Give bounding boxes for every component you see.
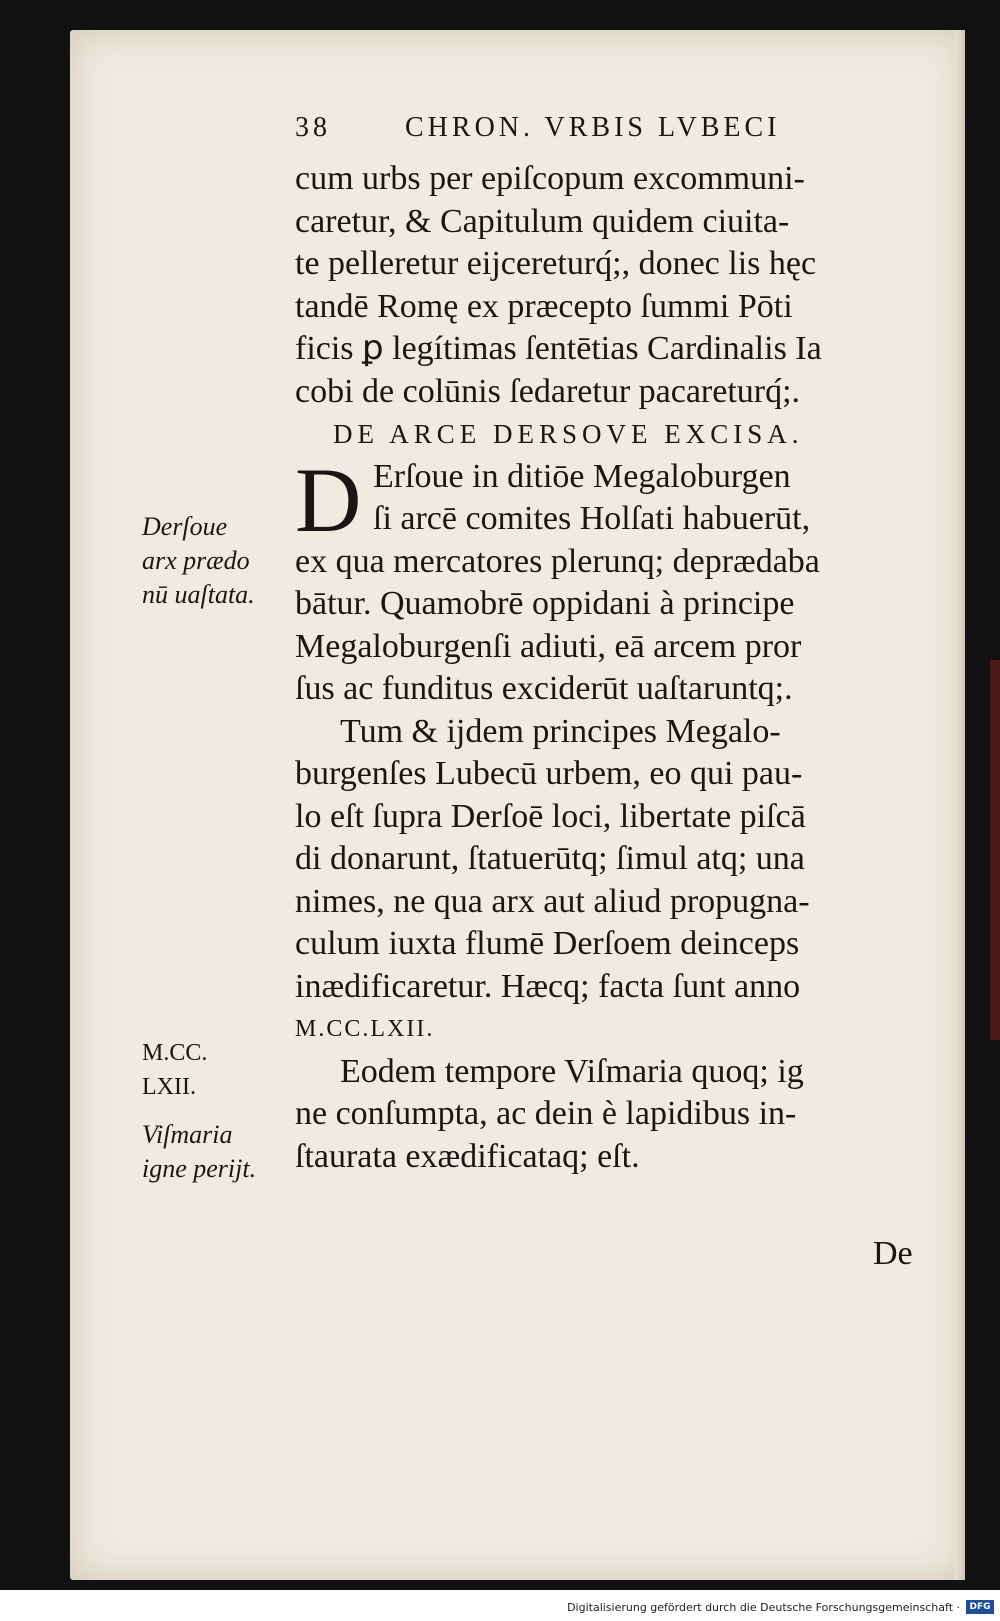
digitization-footer <box>0 1596 1000 1621</box>
text-line: ex qua mercatores plerunq; deprædaba <box>295 542 820 580</box>
text-line: Erſoue in ditiōe Megaloburgen <box>373 457 791 495</box>
text-line: ficis ꝑ legítimas ſentētias Cardinalis Ia <box>295 330 822 367</box>
page-header <box>295 112 935 152</box>
text-line: cum urbs per epiſcopum excommuni- <box>295 160 805 197</box>
text-line: ſus ac funditus exciderūt uaſtaruntq;. <box>295 670 793 707</box>
text-line: culum iuxta flumē Derſoem deinceps <box>295 925 800 962</box>
text-line: lo eſt ſupra Derſoē loci, libertate piſcā <box>295 797 806 835</box>
margin-line: igne perijt. <box>142 1154 257 1183</box>
running-title: CHRON. VRBIS LVBECI <box>405 112 781 143</box>
chapter-heading: DE ARCE DERSOVE EXCISA. <box>333 419 804 449</box>
text-line: bātur. Quamobrē oppidani à principe <box>295 585 795 622</box>
text-line: ſtaurata exædificataq; eſt. <box>295 1137 640 1175</box>
margin-line: M.CC. <box>142 1040 208 1066</box>
text-line: inædificaretur. Hæcq; facta ſunt anno <box>295 967 801 1005</box>
text-line: Megaloburgenſi adiuti, eā arcem pror <box>295 627 802 665</box>
text-line: nimes, ne qua arx aut aliud propugna- <box>295 882 810 920</box>
margin-line: LXII. <box>142 1074 196 1100</box>
funding-credit: Digitalisierung gefördert durch die Deutsche Forschungsgemeinschaft · <box>567 1601 960 1614</box>
text-line: ſi arcē comites Holſati habuerūt, <box>373 500 811 537</box>
text-line: ne conſumpta, ac dein è lapidibus in- <box>295 1095 797 1132</box>
year-line: M.CC.LXII. <box>295 1016 435 1042</box>
margin-note-dersoue <box>142 510 255 612</box>
text-line: burgenſes Lubecū urbem, eo qui pau- <box>295 755 803 792</box>
text-line: cobi de colūnis ſedaretur pacareturq́;. <box>295 372 801 410</box>
text-line: caretur, & Capitulum quidem ciuita- <box>295 202 790 240</box>
folio-number: 38 <box>295 112 331 143</box>
margin-line: nū uaſtata. <box>142 580 255 609</box>
margin-line: Derſoue <box>142 512 228 541</box>
margin-line: Viſmaria <box>142 1120 233 1149</box>
margin-line: arx prædo <box>142 546 250 575</box>
margin-note-wismar <box>142 1118 256 1186</box>
dfg-logo: DFG <box>966 1600 994 1614</box>
catchword: De <box>873 1235 913 1272</box>
main-text <box>295 158 945 1178</box>
text-line: di donarunt, ſtatuerūtq; ſimul atq; una <box>295 840 805 877</box>
drop-capital: D <box>295 448 362 551</box>
paragraph-first-line: Eodem tempore Viſmaria quoq; ig <box>340 1052 804 1090</box>
text-line: te pelleretur eijcereturq́;, donec lis hęc <box>295 245 817 282</box>
dropcap-paragraph <box>295 448 945 551</box>
margin-note-year <box>142 1036 207 1104</box>
paragraph-first-line: Tum & ijdem principes Megalo- <box>340 712 781 750</box>
text-line: tandē Romę ex præcepto ſummi Pōti <box>295 287 793 325</box>
binding-edge <box>990 660 1000 1040</box>
page-edge <box>955 30 965 1580</box>
